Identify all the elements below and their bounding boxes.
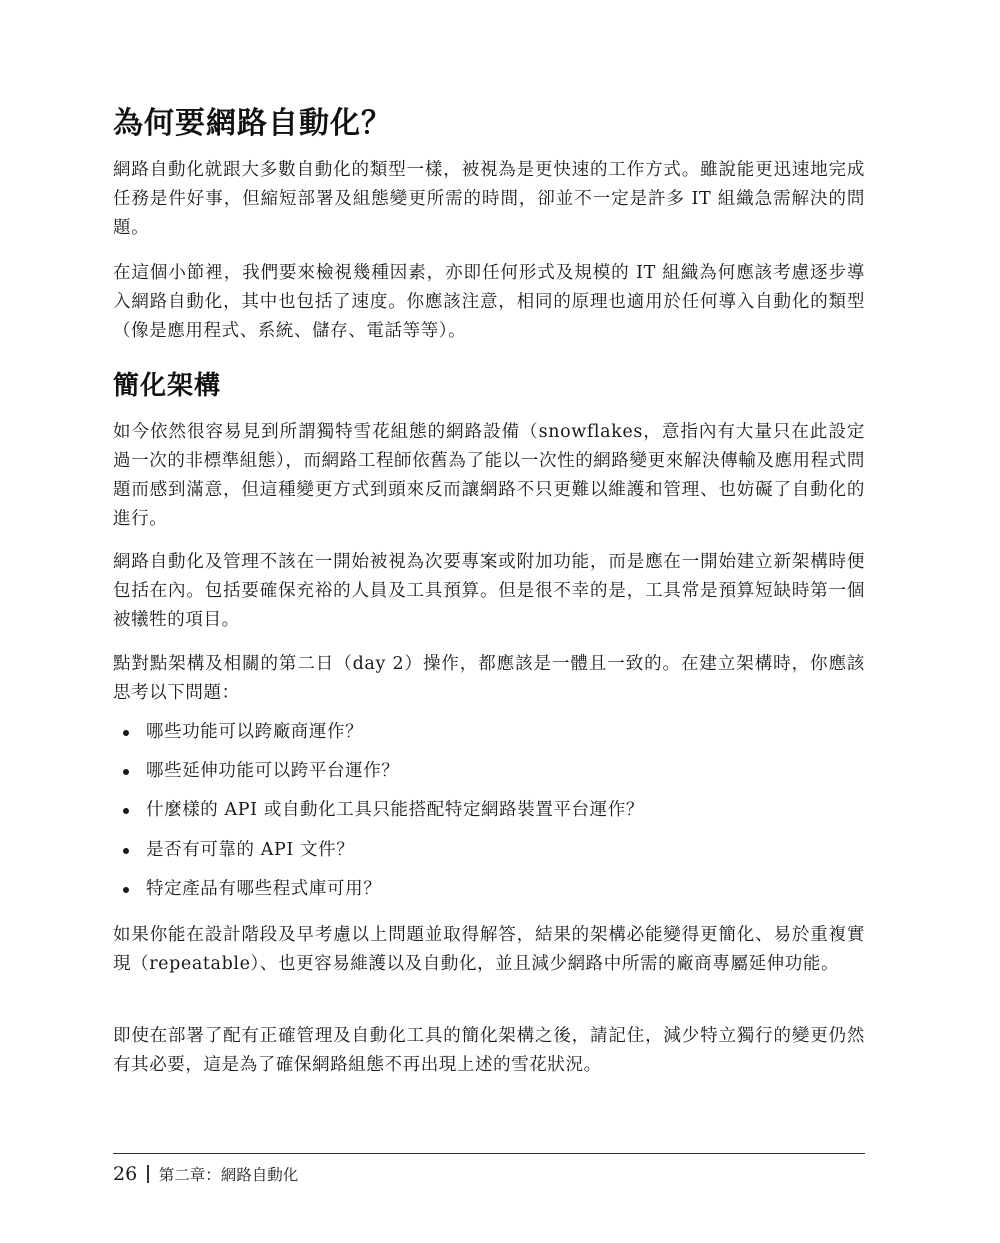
- bullet-icon: [123, 769, 129, 775]
- closing-paragraph-1: 如果你能在設計階段及早考慮以上問題並取得解答，結果的架構必能變得更簡化、易於重複實現（repeatable）、也更容易維護以及自動化，並且減少網路中所需的廠商專屬延伸功能。: [113, 925, 865, 974]
- footer-divider: [113, 1153, 865, 1154]
- section-paragraph-1: 如今依然很容易見到所謂獨特雪花組態的網路設備（snowflakes，意指內有大量只在此設定過一次的非標準組態），而網路工程師依舊為了能以一次性的網路變更來解決傳輸及應用程式問題而感到滿意，但這種變更方式到頭來反而讓網路不只更難以維護和管理、也妨礙了自動化的進行。: [113, 422, 865, 529]
- bullet-icon: [123, 808, 129, 814]
- closing-paragraph-2: 即使在部署了配有正確管理及自動化工具的簡化架構之後，請記住，減少特立獨行的變更仍然有其必要，這是為了確保網路組態不再出現上述的雪花狀況。: [113, 1026, 865, 1075]
- bullet-icon: [123, 848, 129, 854]
- bullet-icon: [123, 887, 129, 893]
- list-item-text: 什麼樣的 API 或自動化工具只能搭配特定網路裝置平台運作？: [146, 800, 644, 820]
- list-item-text: 是否有可靠的 API 文件？: [146, 840, 355, 860]
- intro-paragraph-2: 在這個小節裡，我們要來檢視幾種因素，亦即任何形式及規模的 IT 組織為何應該考慮逐步導入網路自動化，其中也包括了速度。你應該注意，相同的原理也適用於任何導入自動化的類型（像是應用程式、系統、儲存、電話等等）。: [113, 263, 865, 341]
- footer-separator: [147, 1165, 149, 1183]
- intro-paragraph-1: 網路自動化就跟大多數自動化的類型一樣，被視為是更快速的工作方式。雖說能更迅速地完成任務是件好事，但縮短部署及組態變更所需的時間，卻並不一定是許多 IT 組織急需解決的問題。: [113, 160, 865, 238]
- book-page: [113, 0, 865, 1243]
- section-paragraph-3: 點對點架構及相關的第二日（day 2）操作，都應該是一體且一致的。在建立架構時，你應該思考以下問題：: [113, 654, 865, 703]
- page-footer: [113, 1160, 298, 1188]
- section-heading: 簡化架構: [113, 371, 222, 401]
- list-item-text: 特定產品有哪些程式庫可用？: [146, 879, 382, 899]
- bullet-icon: [123, 730, 129, 736]
- page-number: 26: [113, 1163, 138, 1185]
- list-item-text: 哪些功能可以跨廠商運作？: [146, 722, 364, 742]
- page-heading: 為何要網路自動化？: [113, 106, 392, 141]
- chapter-title: 第二章：網路自動化: [158, 1166, 299, 1184]
- list-item-text: 哪些延伸功能可以跨平台運作？: [146, 761, 400, 781]
- section-paragraph-2: 網路自動化及管理不該在一開始被視為次要專案或附加功能，而是應在一開始建立新架構時便包括在內。包括要確保充裕的人員及工具預算。但是很不幸的是，工具常是預算短缺時第一個被犧牲的項目。: [113, 552, 865, 630]
